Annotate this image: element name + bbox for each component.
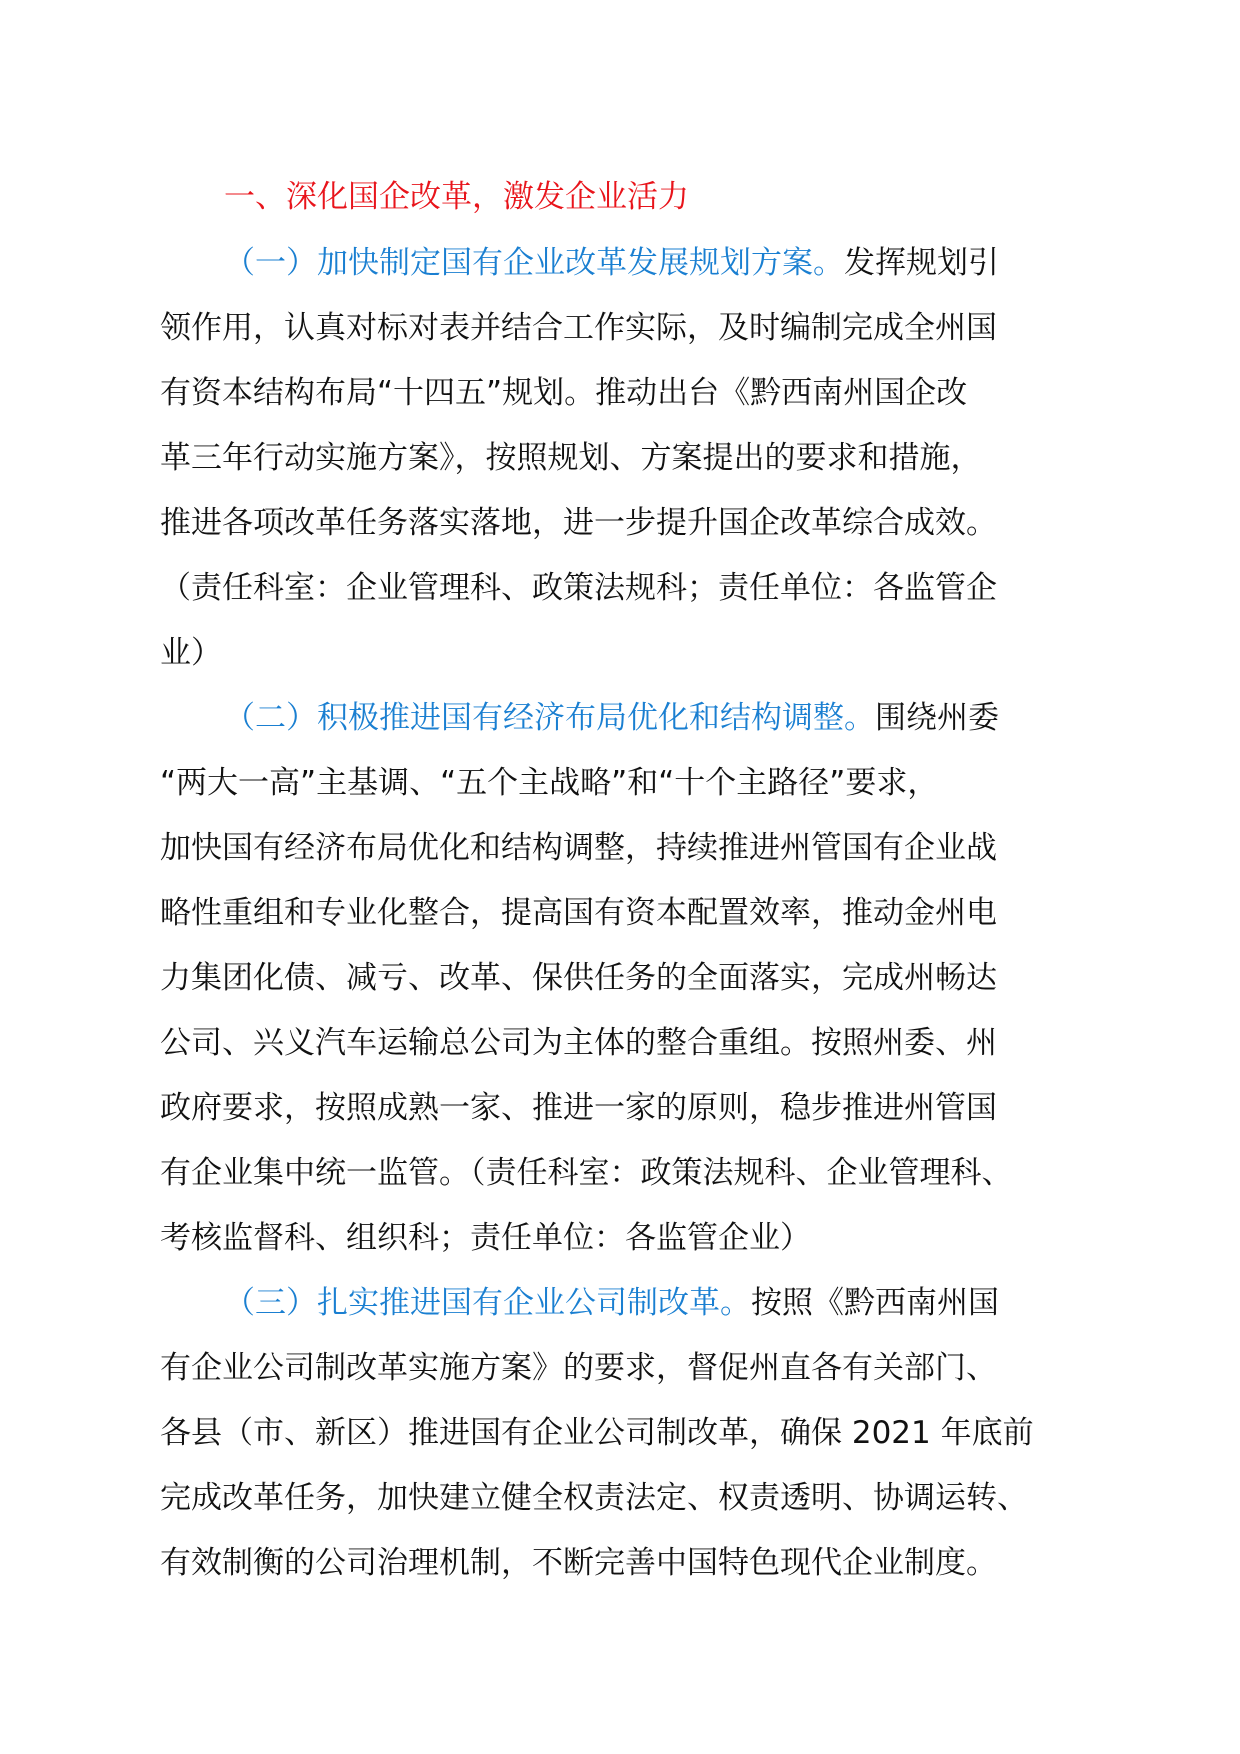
body-text: 略性重组和专业化整合，提高国有资本配置效率，推动金州电 bbox=[160, 895, 997, 931]
paragraph-line bbox=[160, 1076, 1120, 1141]
paragraph-line bbox=[160, 1271, 1120, 1336]
paragraph-line bbox=[160, 361, 1120, 426]
subheading: （二）积极推进国有经济布局优化和结构调整。 bbox=[224, 700, 875, 736]
body-text: 力集团化债、减亏、改革、保供任务的全面落实，完成州畅达 bbox=[160, 960, 997, 996]
body-text: 领作用，认真对标对表并结合工作实际，及时编制完成全州国 bbox=[160, 310, 997, 346]
paragraph-line bbox=[160, 296, 1120, 361]
paragraph-line bbox=[160, 1466, 1120, 1531]
body-text: 加快国有经济布局优化和结构调整，持续推进州管国有企业战 bbox=[160, 830, 997, 866]
paragraph-line bbox=[160, 1401, 1120, 1466]
paragraph bbox=[160, 686, 1120, 1271]
paragraph-line bbox=[160, 426, 1120, 491]
body-text: 公司、兴义汽车运输总公司为主体的整合重组。按照州委、州 bbox=[160, 1025, 997, 1061]
paragraph-line bbox=[160, 231, 1120, 296]
body-text: 推进各项改革任务落实落地，进一步提升国企改革综合成效。 bbox=[160, 505, 997, 541]
paragraph-list bbox=[160, 231, 1120, 1596]
body-text: 各县（市、新区）推进国有企业公司制改革，确保 2021 年底前 bbox=[160, 1415, 1034, 1451]
body-text: 业） bbox=[160, 635, 222, 671]
paragraph-line bbox=[160, 1141, 1120, 1206]
body-text: 政府要求，按照成熟一家、推进一家的原则，稳步推进州管国 bbox=[160, 1090, 997, 1126]
paragraph-line bbox=[160, 686, 1120, 751]
paragraph-line bbox=[160, 1206, 1120, 1271]
subheading: （一）加快制定国有企业改革发展规划方案。 bbox=[224, 245, 844, 281]
paragraph-line bbox=[160, 1336, 1120, 1401]
paragraph-line bbox=[160, 1531, 1120, 1596]
section-title: 一、深化国企改革，激发企业活力 bbox=[224, 179, 689, 215]
body-text: “两大一高”主基调、“五个主战略”和“十个主路径”要求， bbox=[160, 765, 939, 801]
subheading: （三）扎实推进国有企业公司制改革。 bbox=[224, 1285, 751, 1321]
paragraph-line bbox=[160, 816, 1120, 881]
paragraph-line bbox=[160, 1011, 1120, 1076]
paragraph-line bbox=[160, 881, 1120, 946]
body-text: 考核监督科、组织科；责任单位：各监管企业） bbox=[160, 1220, 811, 1256]
body-text: 有效制衡的公司治理机制，不断完善中国特色现代企业制度。 bbox=[160, 1545, 997, 1581]
body-text: 发挥规划引 bbox=[844, 245, 999, 281]
body-text: 有企业集中统一监管。（责任科室：政策法规科、企业管理科、 bbox=[160, 1155, 1013, 1191]
body-text: 完成改革任务，加快建立健全权责法定、权责透明、协调运转、 bbox=[160, 1480, 1028, 1516]
body-text: 按照《黔西南州国 bbox=[751, 1285, 999, 1321]
paragraph-line bbox=[160, 491, 1120, 556]
paragraph-line bbox=[160, 621, 1120, 686]
body-text: 有企业公司制改革实施方案》的要求，督促州直各有关部门、 bbox=[160, 1350, 997, 1386]
body-text: 革三年行动实施方案》，按照规划、方案提出的要求和措施， bbox=[160, 440, 982, 476]
body-text: 围绕州委 bbox=[875, 700, 999, 736]
body-text: （责任科室：企业管理科、政策法规科；责任单位：各监管企 bbox=[160, 570, 997, 606]
document-body bbox=[160, 168, 1120, 1596]
paragraph bbox=[160, 1271, 1120, 1596]
paragraph-line bbox=[160, 556, 1120, 621]
paragraph-line bbox=[160, 751, 1120, 816]
body-text: 有资本结构布局“十四五”规划。推动出台《黔西南州国企改 bbox=[160, 375, 968, 411]
paragraph-line bbox=[160, 946, 1120, 1011]
paragraph bbox=[160, 231, 1120, 686]
